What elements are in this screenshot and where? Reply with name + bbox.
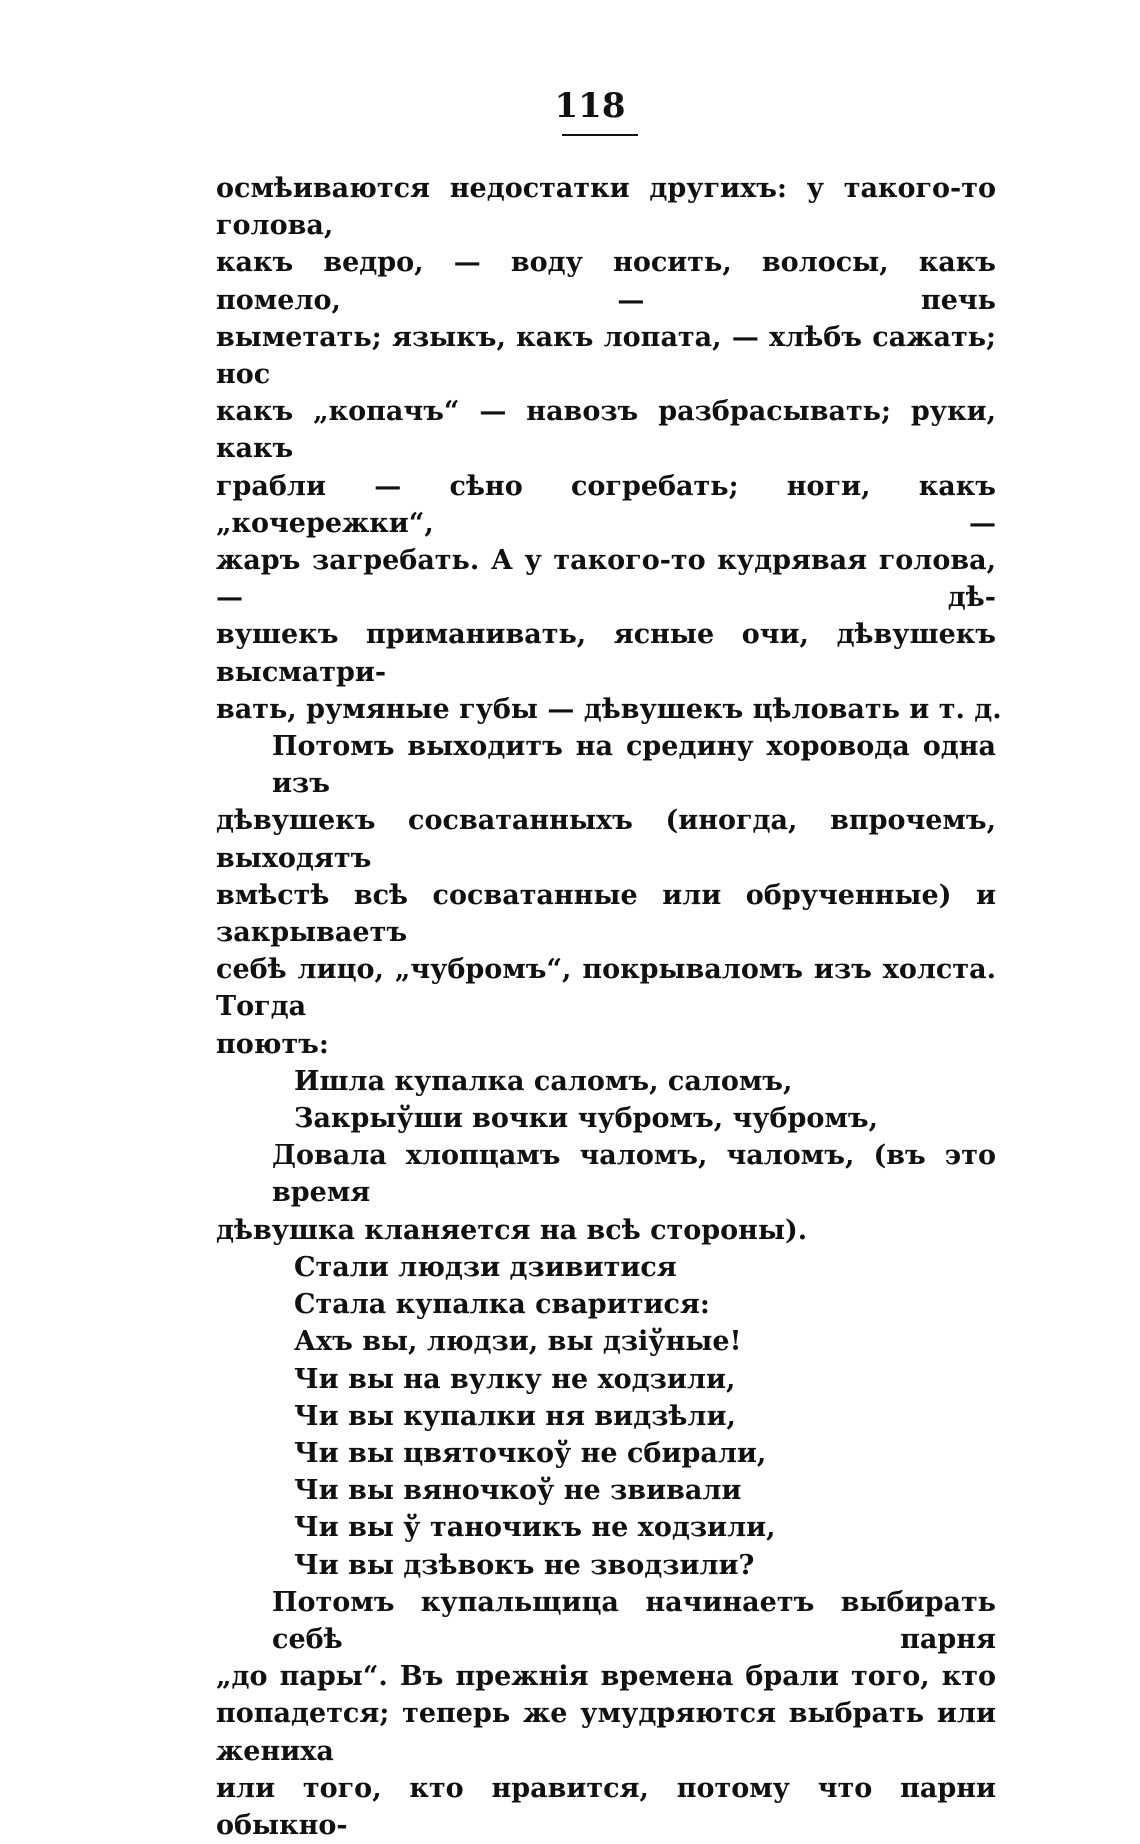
verse-line: Чи вы дзѣвокъ не зводзили? bbox=[294, 1549, 755, 1581]
paragraph-1 bbox=[216, 170, 1002, 728]
verse-line: Чи вы цвяточкоў не сбирали, bbox=[294, 1437, 767, 1469]
text-line: Довала хлопцамъ чаломъ, чаломъ, (въ это время bbox=[272, 1140, 996, 1209]
text-line: осмѣиваются недостатки другихъ: у такого-то голова, bbox=[216, 173, 996, 242]
verse-line: Стали людзи дзивитися bbox=[294, 1251, 677, 1283]
text-line: жаръ загребать. А у такого-то кудрявая голова, — дѣ- bbox=[216, 545, 996, 614]
paragraph-4 bbox=[216, 1584, 996, 1844]
text-line: Потомъ выходитъ на средину хоровода одна изъ bbox=[272, 731, 996, 800]
page-number-underline bbox=[562, 134, 638, 136]
text-line: Потомъ купальщица начинаетъ выбирать себѣ парня bbox=[272, 1586, 996, 1655]
text-line: себѣ лицо, „чубромъ“, покрываломъ изъ холста. Тогда bbox=[216, 954, 996, 1023]
verse-line: Чи вы купалки ня видзѣли, bbox=[294, 1400, 736, 1432]
text-line: какъ „копачъ“ — навозъ разбрасывать; руки, какъ bbox=[216, 396, 996, 465]
page-number: 118 bbox=[554, 86, 626, 126]
paragraph-2 bbox=[216, 728, 996, 1063]
body-text bbox=[216, 170, 1002, 1844]
text-line: „до пары“. Въ прежнія времена брали того, кто bbox=[216, 1661, 996, 1693]
text-line: поютъ: bbox=[216, 1028, 329, 1060]
verse-line: Стала купалка сваритися: bbox=[294, 1289, 710, 1321]
text-line: дѣвушка кланяется на всѣ стороны). bbox=[216, 1214, 808, 1246]
text-line: вмѣстѣ всѣ сосватанные или обрученные) и закрываетъ bbox=[216, 879, 996, 949]
text-line: грабли — сѣно согребать; ноги, какъ „кочережки“, — bbox=[216, 470, 996, 539]
verse-2 bbox=[216, 1249, 996, 1584]
text-line: попадется; теперь же умудряются выбрать или жениха bbox=[216, 1698, 996, 1767]
text-line: вушекъ приманивать, ясные очи, дѣвушекъ высматри- bbox=[216, 619, 996, 688]
verse-line: Ахъ вы, людзи, вы дзіўные! bbox=[294, 1326, 742, 1358]
paragraph-3 bbox=[216, 1137, 996, 1249]
verse-line: Чи вы вяночкоў не звивали bbox=[294, 1475, 742, 1507]
text-line: какъ ведро, — воду носить, волосы, какъ помело, — печь bbox=[216, 247, 996, 316]
verse-line: Закрыўши вочки чубромъ, чубромъ, bbox=[294, 1103, 879, 1135]
text-line: дѣвушекъ сосватанныхъ (иногда, впрочемъ, выходятъ bbox=[216, 805, 996, 874]
text-line: выметать; языкъ, какъ лопата, — хлѣбъ сажать; нос bbox=[216, 321, 996, 391]
verse-1 bbox=[216, 1063, 996, 1137]
verse-line: Чи вы ў таночикъ не ходзили, bbox=[294, 1512, 776, 1544]
text-line: или того, кто нравится, потому что парни обыкно- bbox=[216, 1772, 996, 1841]
text-line: вать, румяные губы — дѣвушекъ цѣловать и т. д. bbox=[216, 693, 1002, 725]
verse-line: Ишла купалка саломъ, саломъ, bbox=[294, 1065, 793, 1097]
verse-line: Чи вы на вулку не ходзили, bbox=[294, 1363, 736, 1395]
